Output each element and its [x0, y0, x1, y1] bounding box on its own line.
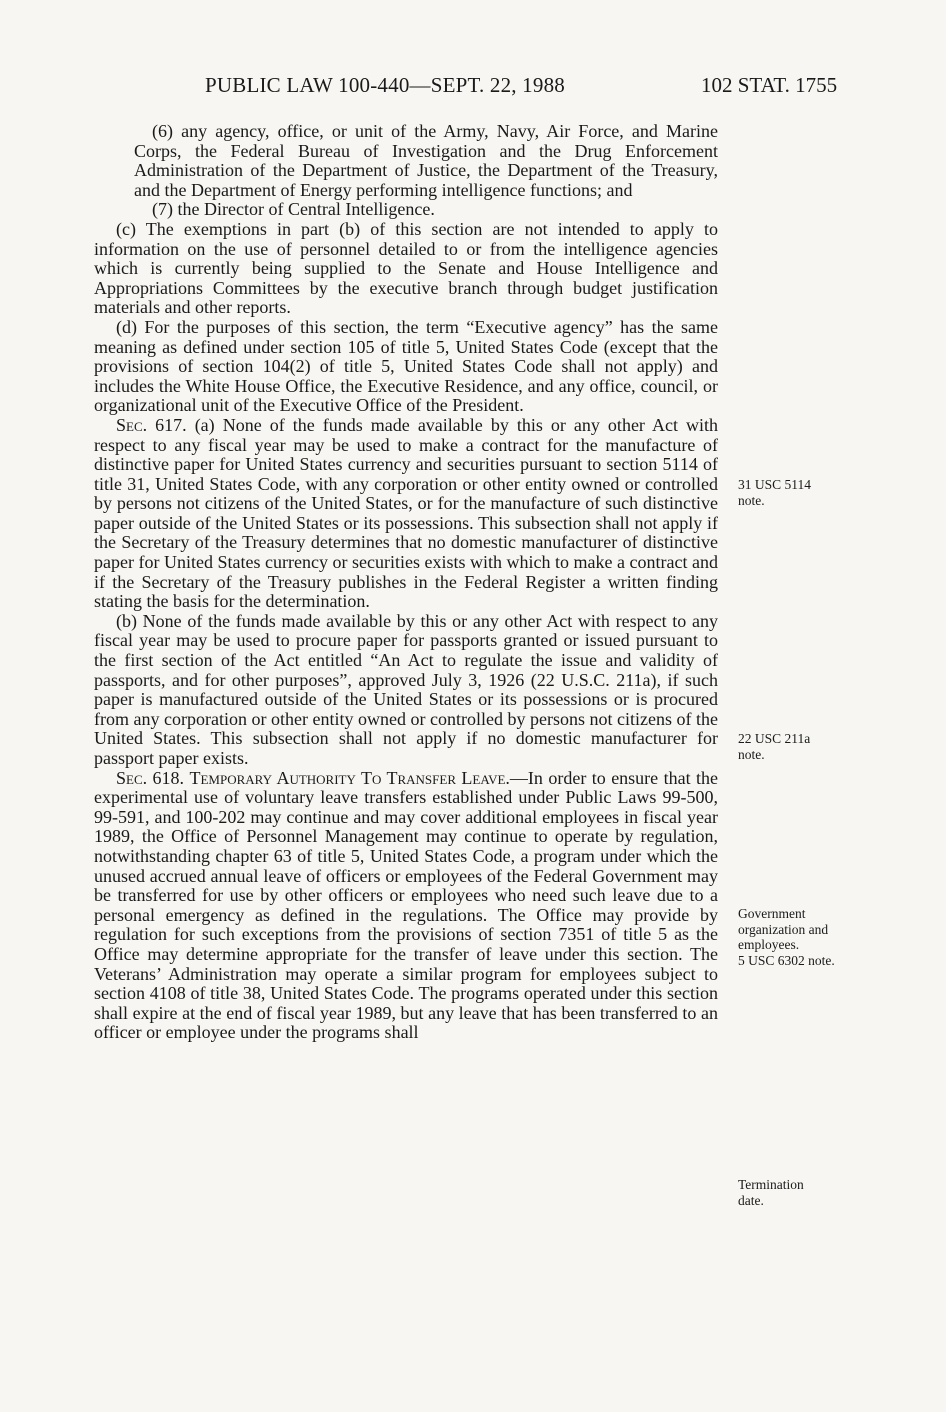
section-lead: Sec. — [116, 414, 148, 435]
margin-note-line: Government — [738, 906, 806, 921]
margin-note-line: 22 USC 211a — [738, 731, 811, 746]
page-header — [0, 73, 946, 97]
section-618 — [94, 769, 718, 1043]
margin-note-line: date. — [738, 1192, 764, 1208]
stat-page-number: 102 STAT. 1755 — [701, 73, 838, 97]
margin-note-government-organization — [738, 906, 873, 968]
section-number: 618. — [147, 767, 190, 788]
margin-note-line: note. — [738, 492, 765, 508]
margin-note-line: 5 USC 6302 note. — [738, 952, 835, 968]
margin-note-line: organization and — [738, 921, 829, 937]
margin-note-line: 31 USC 5114 — [738, 477, 812, 492]
paragraph-c: (c) The exemptions in part (b) of this section are not intended to apply to information on the use of personnel detailed to or from the intelligence agencies which is currently being supplied to the Senate and House Intelligence and Appropriations Committees by the executive branch through budget justification materials and other reports. — [94, 218, 718, 318]
section-617-b: (b) None of the funds made available by this or any other Act with respect to any fiscal year may be used to procure paper for passports granted or issued pursuant to the first section of the Act entitled “An Act to regulate the issue and validity of passports, and for other purposes”, approved July 3, 1926 (22 U.S.C. 211a), if such paper is manufactured outside of the United States or its possessions or is procured from any corporation or other entity owned or controlled by persons not citizens of the United States. This subsection shall not apply if no domestic manufacturer for passport paper exists. — [94, 610, 718, 768]
margin-note-line: employees. — [738, 937, 800, 952]
paragraph-item-7: (7) the Director of Central Intelligence. — [152, 199, 435, 220]
margin-note-line: Termination — [738, 1177, 804, 1192]
margin-note-22-usc-211a — [738, 731, 873, 762]
paragraph-d: (d) For the purposes of this section, the term “Executive agency” has the same meaning as defined under section 105 of title 5, United States Code (except that the provisions of section 104(2) of title 5, United States Code shall not apply) and includes the White House Office, the Executive Residence, and any office, council, or organizational unit of the Executive Office of the President. — [94, 316, 718, 416]
section-617-text: 617. (a) None of the funds made available by this or any other Act with respect to any fiscal year may be used to make a contract for the manufacture of distinctive paper for United States currency and securities pursuant to section 5114 of title 31, United States Code, with any corporation or other entity owned or controlled by persons not citizens of the United States, or for the manufacture of such distinctive paper outside of the United States or its possessions. This subsection shall not apply if the Secretary of the Treasury determines that no domestic manufacturer of distinctive paper for United States currency or securities exists with which to make a contract and if the Secretary of the Treasury publishes in the Federal Register a written finding stating the basis for the determination. — [94, 414, 718, 612]
margin-note-31-usc-5114 — [738, 477, 873, 508]
paragraph-item-6: (6) any agency, office, or unit of the Army, Navy, Air Force, and Marine Corps, the Federal Bureau of Investigation and the Drug Enforcement Administration of the Department of Justice, the Department of the Treasury, and the Department of Energy performing intelligence functions; and — [134, 121, 718, 200]
body-text — [94, 122, 718, 1043]
section-lead: Sec. — [116, 767, 148, 788]
section-618-text: —In order to ensure that the experimental use of voluntary leave transfers established under Public Laws 99-500, 99-591, and 100-202 may continue and may cover additional employees in fiscal year 1989, the Office of Personnel Management may continue to operate by regulation, notwithstanding chapter 63 of title 5, United States Code, a program under which the unused accrued annual leave of officers or employees of the Federal Government may be transferred for use by other officers or employees who need such leave due to a personal emergency as defined in the regulations. The Office may provide by regulation for such exceptions from the provisions of section 7351 of title 5 as the Office may determine appropriate for the transfer of leave under this section. The Veterans’ Administration may operate a similar program for employees subject to section 4108 of title 38, United States Code. The programs operated under this section shall expire at the end of fiscal year 1989, but any leave that has been transferred to an officer or employee under the programs shall — [94, 767, 719, 1043]
running-title: PUBLIC LAW 100-440—SEPT. 22, 1988 — [205, 73, 565, 97]
section-heading: Temporary Authority To Transfer Leave. — [189, 767, 510, 788]
margin-note-termination-date — [738, 1177, 873, 1208]
margin-note-line: note. — [738, 746, 765, 762]
section-617-a — [94, 416, 718, 612]
